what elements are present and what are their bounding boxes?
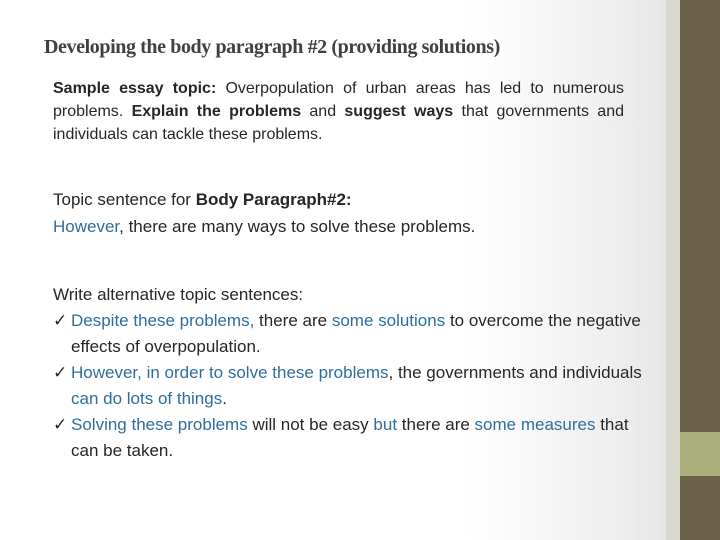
highlight-text: However (53, 217, 120, 236)
highlight-text: some solutions (331, 311, 446, 330)
checkmark-icon: ✓ (53, 363, 68, 382)
side-bar-accent (680, 432, 720, 476)
topic-sentence-block (53, 186, 653, 240)
essay-topic-text: that governments and individuals can tackle these problems. (53, 103, 624, 143)
essay-topic-text: Overpopulation of urban areas has led to numerous problems. (53, 80, 625, 120)
sentence-text: to overcome the negative effects of overpopulation. (71, 311, 641, 356)
alternatives-heading: Write alternative topic sentences: (53, 285, 304, 304)
alternatives-block (53, 282, 653, 464)
sentence-text: there are (254, 311, 332, 330)
highlight-text: However, in order to solve these problems (71, 363, 389, 382)
sentence-text: , there are many ways to solve these problems. (119, 217, 476, 236)
highlight-text: can do lots of things (71, 389, 223, 408)
essay-topic-label: Sample essay topic: (53, 80, 217, 97)
sentence-text: . (222, 389, 227, 408)
highlight-text: but (373, 415, 398, 434)
sentence-text: that can be taken. (71, 415, 629, 460)
label-emphasis: Body Paragraph#2: (195, 190, 352, 209)
alternatives-list (53, 308, 653, 464)
essay-topic-text: and (301, 103, 345, 120)
highlight-text: Despite these problems, (71, 311, 255, 330)
slide-title: Developing the body paragraph #2 (providing solutions) (44, 36, 500, 58)
topic-sentence (53, 213, 653, 240)
list-item (53, 308, 653, 360)
topic-sentence-label (53, 186, 653, 213)
checkmark-icon: ✓ (53, 415, 68, 434)
sentence-text: will not be easy (247, 415, 374, 434)
list-item (53, 360, 653, 412)
essay-topic-emphasis: suggest ways (344, 103, 454, 120)
label-text: Topic sentence for (53, 190, 196, 209)
highlight-text: some measures (474, 415, 596, 434)
sentence-text: , the governments and individuals (388, 363, 642, 382)
checkmark-icon: ✓ (53, 311, 68, 330)
side-stripe (666, 0, 680, 540)
sentence-text: there are (397, 415, 475, 434)
essay-topic (53, 77, 624, 146)
essay-topic-emphasis: Explain the problems (131, 103, 302, 120)
highlight-text: Solving these problems (71, 415, 248, 434)
list-item (53, 412, 653, 464)
